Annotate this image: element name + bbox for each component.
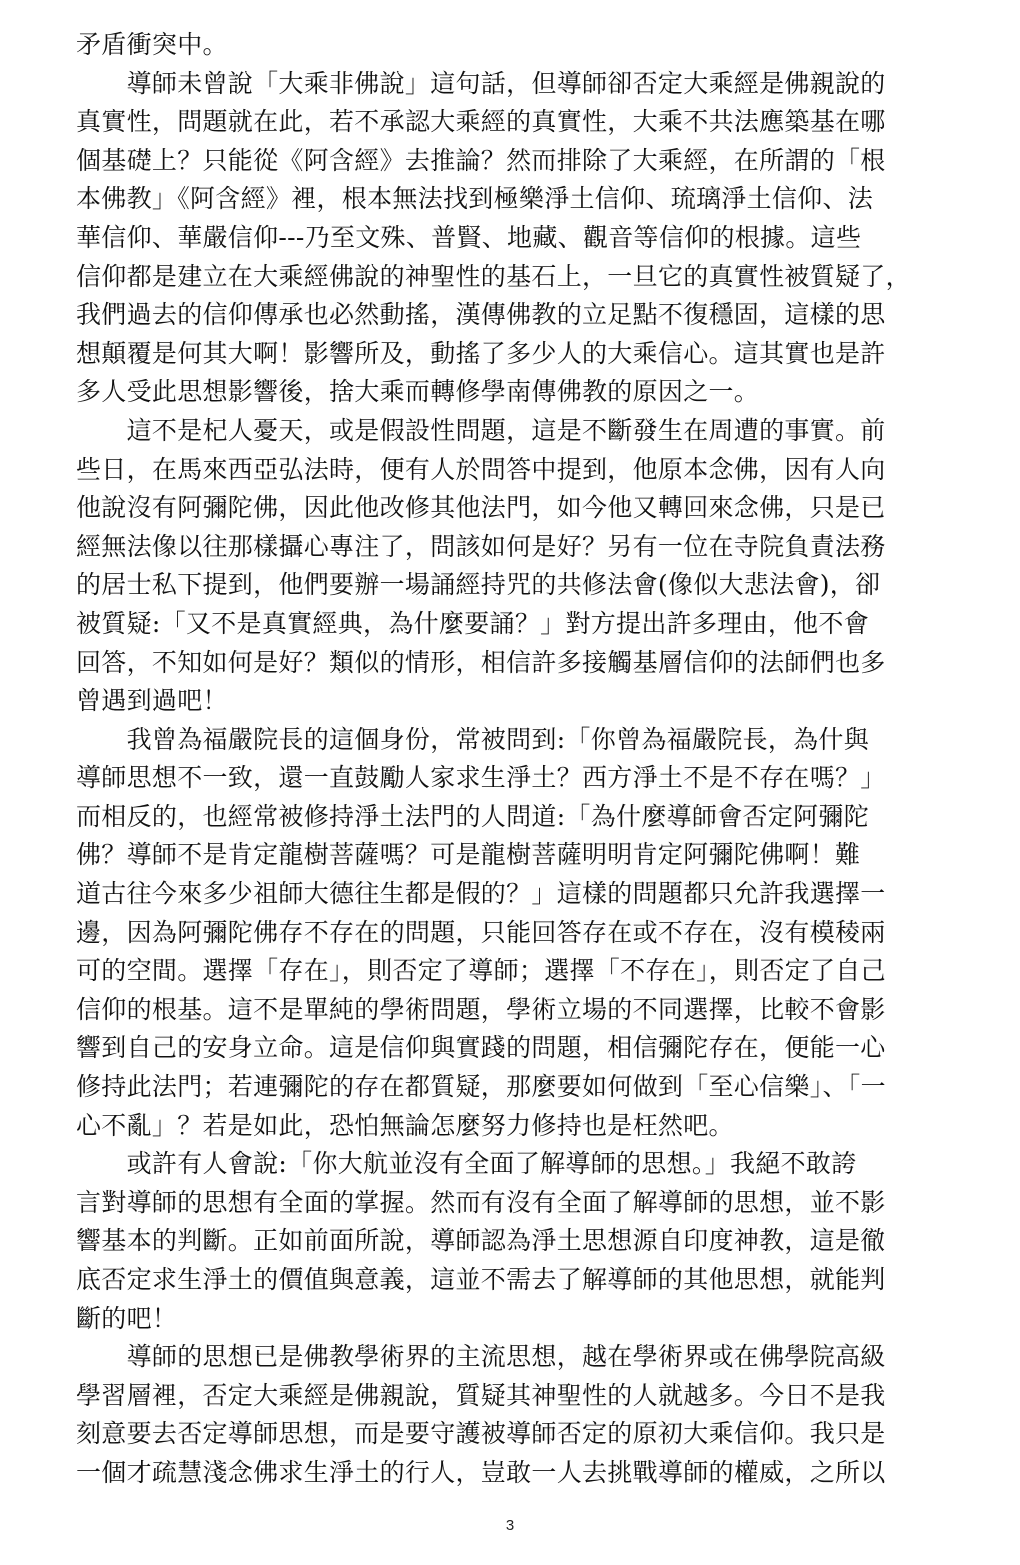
- text-line: 導師未曾說「大乘非佛說」這句話，但導師卻否定大乘經是佛親說的: [76, 68, 886, 98]
- text-line: 個基礎上？只能從《阿含經》去推論？然而排除了大乘經，在所謂的「根: [76, 145, 886, 175]
- text-line: 道古往今來多少祖師大德往生都是假的？」這樣的問題都只允許我選擇一: [76, 879, 886, 909]
- text-line: 可的空間。選擇「存在」，則否定了導師；選擇「不存在」，則否定了自己: [76, 956, 886, 986]
- text-line: 的居士私下提到，他們要辦一場誦經持咒的共修法會(像似大悲法會)，卻: [76, 570, 881, 600]
- text-line: 學習層裡，否定大乘經是佛親說，質疑其神聖性的人就越多。今日不是我: [76, 1380, 886, 1410]
- text-line: 導師的思想已是佛教學術界的主流思想，越在學術界或在佛學院高級: [76, 1342, 886, 1372]
- text-line: 導師思想不一致，還一直鼓勵人家求生淨土？西方淨土不是不存在嗎？」: [76, 763, 886, 793]
- text-line: 心不亂」？若是如此，恐怕無論怎麼努力修持也是枉然吧。: [76, 1110, 734, 1140]
- text-line: 而相反的，也經常被修持淨土法門的人問道:「為什麼導師會否定阿彌陀: [76, 801, 870, 831]
- text-line: 真實性，問題就在此，若不承認大乘經的真實性，大乘不共法應築基在哪: [76, 107, 886, 137]
- text-line: 一個才疏慧淺念佛求生淨土的行人，豈敢一人去挑戰導師的權威，之所以: [76, 1457, 886, 1487]
- text-line: 這不是杞人憂天，或是假設性問題，這是不斷發生在周遭的事實。前: [76, 415, 886, 445]
- body-text: [76, 26, 946, 1493]
- text-line: 或許有人會說:「你大航並沒有全面了解導師的思想。」我絕不敢誇: [76, 1149, 857, 1179]
- text-line: 邊，因為阿彌陀佛存不存在的問題，只能回答存在或不存在，沒有模稜兩: [76, 917, 886, 947]
- text-line: 信仰都是建立在大乘經佛說的神聖性的基石上，一旦它的真實性被質疑了，: [76, 261, 911, 291]
- text-line: 我曾為福嚴院長的這個身份，常被問到:「你曾為福嚴院長，為什與: [76, 724, 870, 754]
- text-line: 經無法像以往那樣攝心專注了，問該如何是好？另有一位在寺院負責法務: [76, 531, 886, 561]
- text-line: 斷的吧！: [76, 1303, 178, 1333]
- text-line: 底否定求生淨土的價值與意義，這並不需去了解導師的其他思想，就能判: [76, 1265, 886, 1294]
- text-line: 矛盾衝突中。: [76, 30, 228, 59]
- text-line: 言對導師的思想有全面的掌握。然而有沒有全面了解導師的思想，並不影: [76, 1187, 886, 1217]
- text-line: 回答，不知如何是好？類似的情形，相信許多接觸基層信仰的法師們也多: [76, 647, 886, 677]
- text-line: 響基本的判斷。正如前面所說，導師認為淨土思想源自印度神教，這是徹: [76, 1226, 886, 1256]
- text-line: 曾遇到過吧！: [76, 686, 228, 716]
- page-number: 3: [505, 1517, 515, 1534]
- text-line: 信仰的根基。這不是單純的學術問題，學術立場的不同選擇，比較不會影: [76, 994, 886, 1024]
- text-line: 我們過去的信仰傳承也必然動搖，漢傳佛教的立足點不復穩固，這樣的思: [76, 300, 886, 330]
- text-line: 華信仰、華嚴信仰---乃至文殊、普賢、地藏、觀音等信仰的根據。這些: [76, 222, 862, 252]
- text-line: 些日，在馬來西亞弘法時，便有人於問答中提到，他原本念佛，因有人向: [76, 454, 886, 484]
- text-line: 響到自己的安身立命。這是信仰與實踐的問題，相信彌陀存在，便能一心: [76, 1033, 886, 1063]
- text-line: 刻意要去否定導師思想，而是要守護被導師否定的原初大乘信仰。我只是: [76, 1419, 886, 1449]
- text-line: 想顛覆是何其大啊！影響所及，動搖了多少人的大乘信心。這其實也是許: [76, 338, 886, 368]
- text-line: 修持此法門；若連彌陀的存在都質疑，那麼要如何做到「至心信樂」、「一: [76, 1072, 886, 1102]
- text-line: 他說沒有阿彌陀佛，因此他改修其他法門，如今他又轉回來念佛，只是已: [76, 493, 886, 523]
- text-line: 多人受此思想影響後，捨大乘而轉修學南傳佛教的原因之一。: [76, 377, 760, 407]
- text-line: 佛？導師不是肯定龍樹菩薩嗎？可是龍樹菩薩明明肯定阿彌陀佛啊！難: [76, 840, 861, 870]
- text-line: 本佛教」《阿含經》裡，根本無法找到極樂淨土信仰、琉璃淨土信仰、法: [76, 184, 874, 214]
- text-line: 被質疑:「又不是真實經典，為什麼要誦？」對方提出許多理由，他不會: [76, 608, 870, 638]
